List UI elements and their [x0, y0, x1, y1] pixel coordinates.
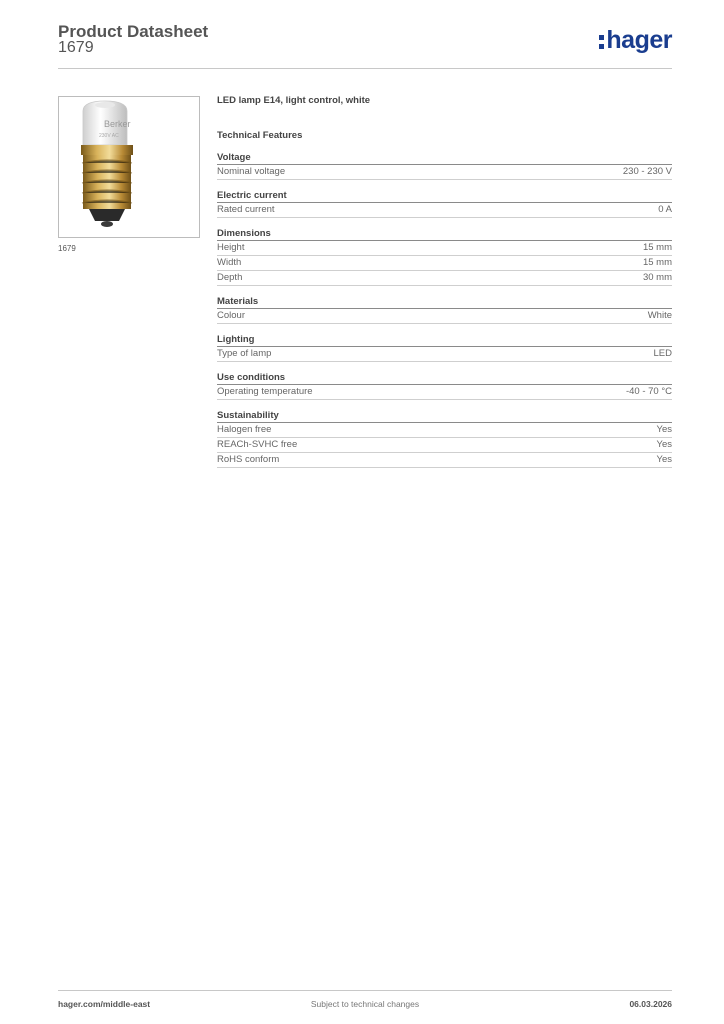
group-title: Dimensions [217, 227, 672, 241]
feature-value: Yes [656, 439, 672, 450]
feature-row [217, 453, 672, 468]
feature-value: 230 - 230 V [622, 166, 672, 177]
feature-group-dimensions [217, 227, 672, 286]
feature-value: LED [653, 348, 672, 359]
feature-label: Colour [217, 310, 245, 321]
feature-label: Halogen free [217, 424, 272, 435]
feature-group-voltage [217, 151, 672, 180]
logo-text: hager [606, 25, 672, 54]
feature-label: Type of lamp [217, 348, 272, 359]
group-title: Materials [217, 295, 672, 309]
feature-row [217, 438, 672, 453]
feature-label: Depth [217, 272, 243, 283]
footer-website-link[interactable]: hager.com/middle-east [58, 999, 151, 1009]
feature-value: -40 - 70 °C [625, 386, 672, 397]
feature-row [217, 203, 672, 218]
feature-value: 0 A [658, 204, 672, 215]
page-footer [58, 990, 672, 1015]
feature-row [217, 271, 672, 286]
feature-label: REACh-SVHC free [217, 439, 298, 450]
feature-group-lighting [217, 333, 672, 362]
group-title: Sustainability [217, 409, 672, 423]
hager-logo [599, 25, 672, 55]
feature-value: Yes [656, 424, 672, 435]
led-lamp-image [59, 97, 199, 237]
feature-label: Nominal voltage [217, 166, 286, 177]
document-title: Product Datasheet [58, 22, 209, 41]
feature-row [217, 347, 672, 362]
footer-disclaimer: Subject to technical changes [310, 999, 420, 1009]
feature-value: 15 mm [642, 242, 672, 253]
cap-rating-text: 230V AC [99, 133, 119, 139]
footer-date: 06.03.2026 [629, 999, 672, 1009]
feature-row [217, 165, 672, 180]
group-title: Electric current [217, 189, 672, 203]
product-number: 1679 [58, 39, 94, 56]
image-caption: 1679 [58, 244, 76, 253]
feature-group-use-conditions [217, 371, 672, 400]
product-image [58, 96, 200, 238]
feature-label: Height [217, 242, 245, 253]
page-header [58, 20, 672, 69]
technical-features-heading: Technical Features [217, 130, 303, 141]
feature-row [217, 256, 672, 271]
feature-value: White [647, 310, 672, 321]
feature-group-sustainability [217, 409, 672, 468]
logo-mark-icon [599, 35, 604, 49]
group-title: Voltage [217, 151, 672, 165]
feature-group-electric-current [217, 189, 672, 218]
feature-row [217, 241, 672, 256]
product-details [217, 95, 672, 477]
feature-group-materials [217, 295, 672, 324]
feature-value: 30 mm [642, 272, 672, 283]
group-title: Use conditions [217, 371, 672, 385]
feature-row [217, 423, 672, 438]
feature-value: Yes [656, 454, 672, 465]
cap-brand-text: Berker [104, 119, 131, 129]
group-title: Lighting [217, 333, 672, 347]
feature-label: Rated current [217, 204, 275, 215]
feature-groups [217, 151, 672, 468]
product-description: LED lamp E14, light control, white [217, 95, 371, 106]
feature-label: Operating temperature [217, 386, 313, 397]
feature-row [217, 309, 672, 324]
feature-value: 15 mm [642, 257, 672, 268]
feature-label: RoHS conform [217, 454, 280, 465]
feature-row [217, 385, 672, 400]
feature-label: Width [217, 257, 242, 268]
